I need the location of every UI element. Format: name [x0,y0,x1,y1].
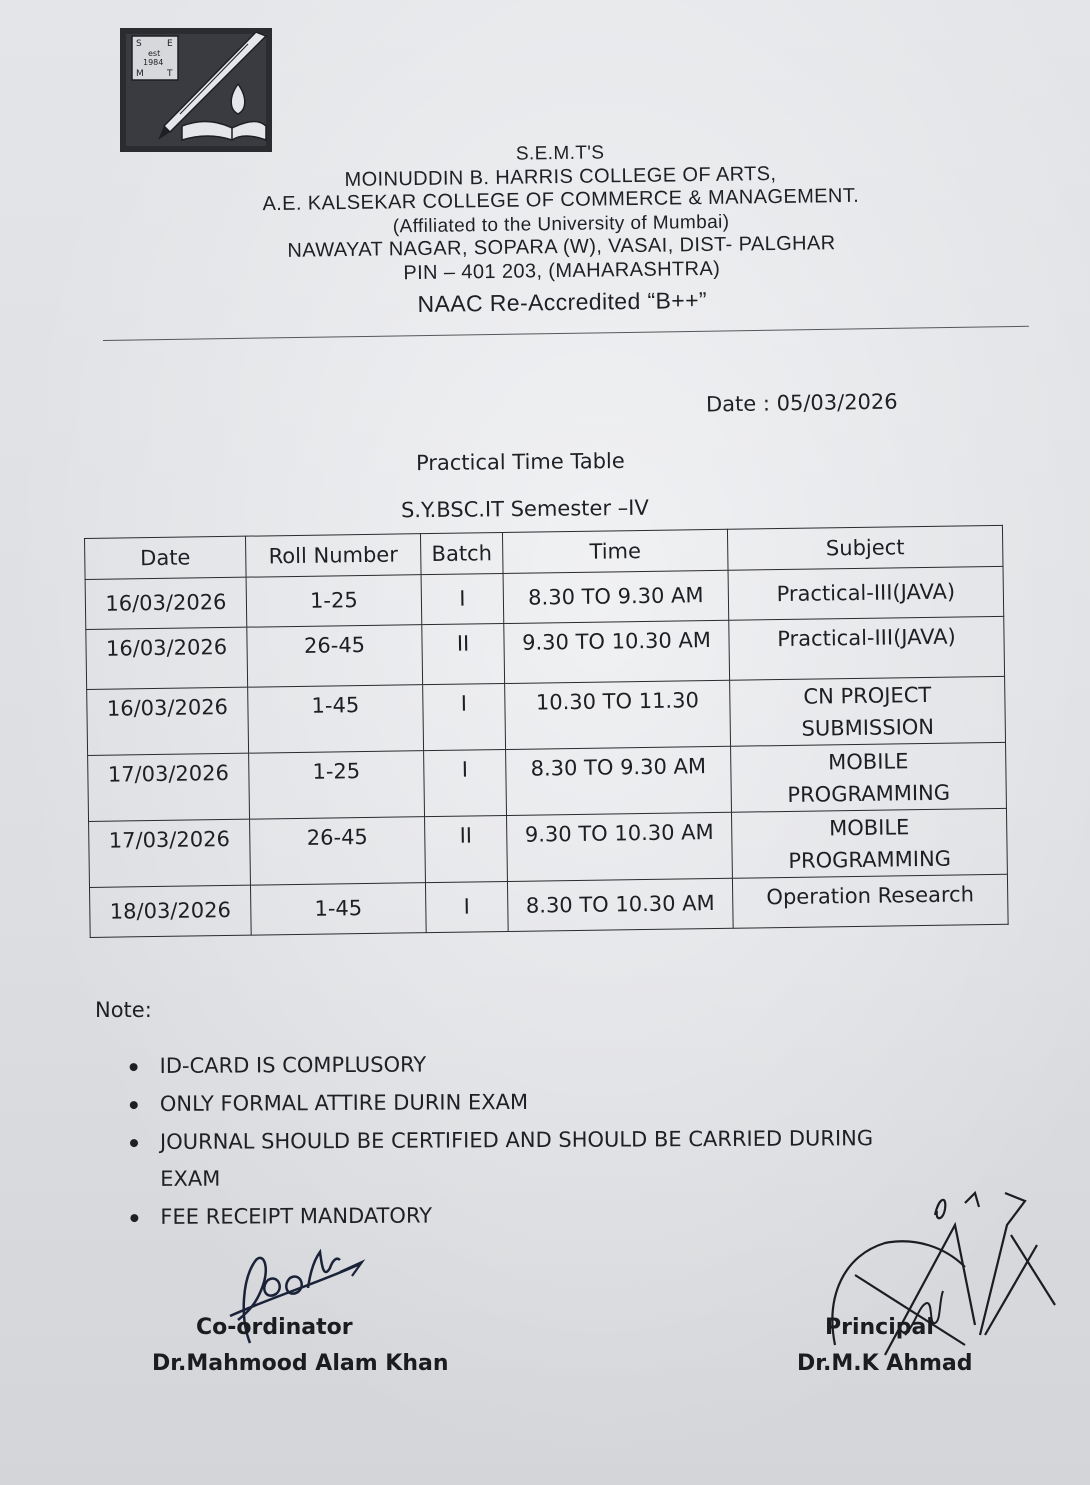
bullet-icon [130,1214,138,1222]
cell-date: 16/03/2026 [86,627,248,689]
cell-date: 18/03/2026 [90,885,252,937]
header-time: Time [502,529,728,573]
principal-block [797,1312,973,1384]
logo-letter-m: M [136,69,144,79]
principal-name: Dr.M.K Ahmad [797,1351,973,1376]
cell-roll: 1-45 [248,685,424,753]
cell-subject: MOBILE PROGRAMMING [731,808,1007,878]
list-item [130,1082,930,1123]
list-item [130,1195,930,1236]
college-logo [120,28,272,152]
cell-time: 9.30 TO 10.30 AM [504,620,730,683]
cell-subject: Operation Research [732,874,1008,928]
coordinator-block [152,1312,449,1384]
cell-date: 17/03/2026 [88,753,250,821]
cell-batch: I [424,749,507,816]
header-date: Date [85,536,247,579]
cell-subject: Practical-III(JAVA) [729,616,1005,680]
note-text: JOURNAL SHOULD BE CERTIFIED AND SHOULD BE CARRIED DURING EXAM [159,1126,874,1191]
principal-role: Principal [825,1315,934,1340]
college-name-arts: MOINUDDIN B. HARRIS COLLEGE OF ARTS, [344,162,777,191]
header-subject: Subject [727,525,1003,570]
note-text: ONLY FORMAL ATTIRE DURIN EXAM [159,1090,529,1116]
cell-batch: II [425,815,508,882]
bullet-icon [130,1063,138,1071]
coordinator-role: Co-ordinator [196,1315,353,1340]
notice-subtitle: S.Y.BSC.IT Semester –IV [400,495,649,523]
logo-letter-s: S [136,39,142,49]
header-batch: Batch [420,533,503,575]
cell-batch: I [423,683,506,750]
coordinator-name: Dr.Mahmood Alam Khan [152,1351,449,1376]
affiliation: (Affiliated to the University of Mumbai) [392,211,730,237]
cell-roll: 26-45 [247,625,423,687]
cell-roll: 1-25 [249,751,425,819]
cell-batch: I [421,574,504,625]
cell-time: 8.30 TO 10.30 AM [507,878,733,931]
note-label: Note: [95,998,152,1022]
cell-time: 9.30 TO 10.30 AM [507,812,733,881]
cell-roll: 1-25 [246,575,422,627]
cell-date: 17/03/2026 [89,819,251,887]
cell-batch: II [422,624,505,685]
cell-date: 16/03/2026 [85,577,247,629]
trust-name: S.E.M.T'S [515,142,605,165]
college-header [140,136,982,325]
header-roll-number: Roll Number [245,534,421,578]
list-item [130,1044,930,1085]
cell-time: 8.30 TO 9.30 AM [503,570,729,623]
logo-est: est [148,49,161,58]
college-name-commerce: A.E. KALSEKAR COLLEGE OF COMMERCE & MANAGEMENT. [262,184,860,216]
note-text: ID-CARD IS COMPLUSORY [159,1052,427,1078]
notes-list [130,1044,931,1237]
naac-accreditation: NAAC Re-Accredited “B++” [417,286,708,318]
cell-roll: 1-45 [250,883,426,935]
notice-title: Practical Time Table [415,448,625,476]
college-address: NAWAYAT NAGAR, SOPARA (W), VASAI, DIST- PALGHAR [287,232,836,262]
logo-letter-e: E [167,39,173,49]
notice-date: Date : 05/03/2026 [705,389,898,417]
cell-subject: CN PROJECT SUBMISSION [730,676,1006,746]
logo-year: 1984 [143,58,164,67]
bullet-icon [130,1139,138,1147]
header-divider [103,326,1029,341]
list-item [130,1120,920,1198]
cell-batch: I [425,881,508,932]
logo-letter-t: T [167,69,173,79]
timetable [84,525,1009,938]
bullet-icon [130,1101,138,1109]
cell-time: 8.30 TO 9.30 AM [506,746,732,815]
cell-subject: Practical-III(JAVA) [728,566,1004,620]
cell-date: 16/03/2026 [87,687,249,755]
cell-time: 10.30 TO 11.30 [505,680,731,749]
cell-roll: 26-45 [250,817,426,885]
note-text: FEE RECEIPT MANDATORY [160,1203,433,1229]
college-pin: PIN – 401 203, (MAHARASHTRA) [403,257,721,284]
cell-subject: MOBILE PROGRAMMING [731,742,1007,812]
